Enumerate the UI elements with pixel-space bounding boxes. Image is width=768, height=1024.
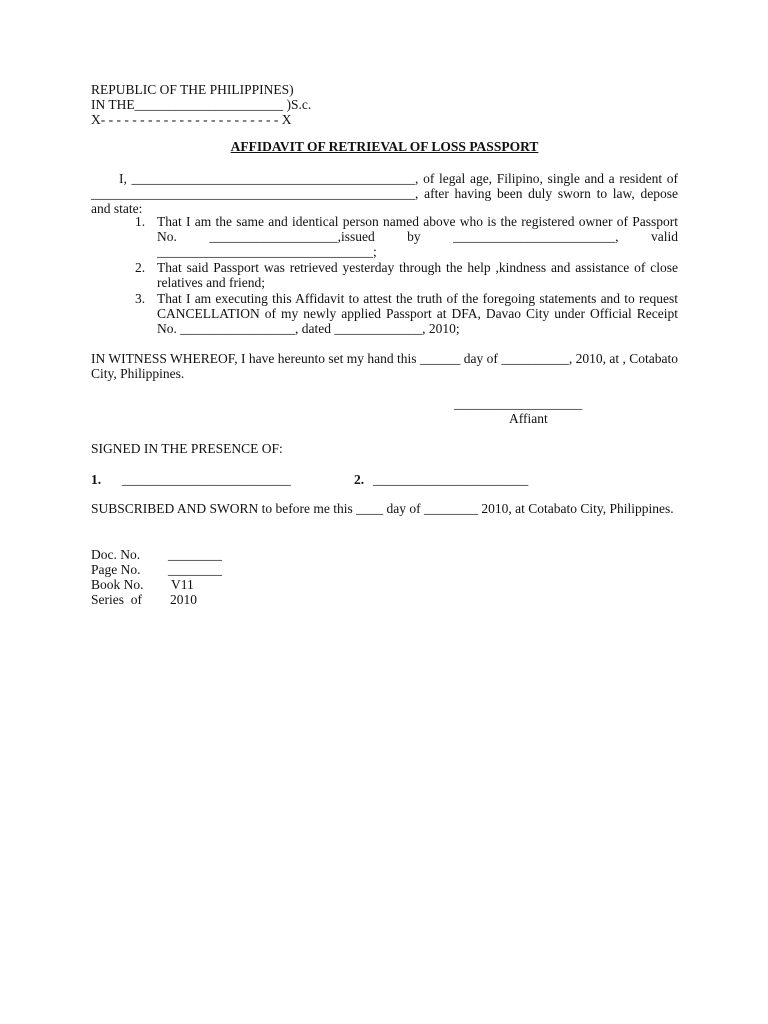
- statements-list: [91, 214, 678, 336]
- notary-value: ________: [168, 562, 222, 577]
- intro-paragraph: I, __________________________________________, of legal age, Filipino, single and a resident of ________________________________________________, after having been duly sworn to law, depose and state:: [91, 171, 678, 216]
- list-item: [91, 214, 678, 259]
- affiant-label: Affiant: [509, 411, 548, 426]
- item-text: That said Passport was retrieved yesterday through the help ,kindness and assistance of close relatives and friend;: [157, 260, 678, 290]
- subscribed-paragraph: SUBSCRIBED AND SWORN to before me this ____ day of ________ 2010, at Cotabato City, Philippines.: [91, 501, 674, 516]
- witness-number-2: 2.: [354, 472, 365, 487]
- witness-line-1: _________________________: [122, 472, 291, 487]
- witness-signatures: [91, 472, 678, 488]
- caption-court: IN THE______________________ )S.c.: [91, 97, 312, 112]
- notary-label: Page No.: [91, 562, 141, 577]
- caption-block: [91, 82, 678, 127]
- notary-value: ________: [168, 547, 222, 562]
- item-number: 3.: [135, 291, 146, 306]
- signed-presence-heading: SIGNED IN THE PRESENCE OF:: [91, 441, 283, 456]
- affiant-signature-line: ___________________: [454, 396, 583, 411]
- document-title: AFFIDAVIT OF RETRIEVAL OF LOSS PASSPORT: [230, 139, 539, 154]
- notary-label: Doc. No.: [91, 547, 141, 562]
- item-number: 1.: [135, 214, 146, 229]
- caption-separator: X- - - - - - - - - - - - - - - - - - - - - - - X: [91, 112, 292, 127]
- item-text: That I am the same and identical person named above who is the registered owner of Passport No. ___________________,issued by ________________________, valid ________________________________;: [157, 214, 678, 259]
- notary-value: V11: [171, 577, 194, 592]
- witness-line-2: _______________________: [373, 472, 529, 487]
- witness-paragraph: IN WITNESS WHEREOF, I have hereunto set my hand this ______ day of __________, 2010, at , Cotabato City, Philippines.: [91, 351, 678, 381]
- list-item: [91, 291, 678, 336]
- caption-republic: REPUBLIC OF THE PHILIPPINES): [91, 82, 294, 97]
- notary-label: Series of: [91, 592, 142, 607]
- item-number: 2.: [135, 260, 146, 275]
- list-item: [91, 260, 678, 290]
- notary-value: 2010: [170, 592, 197, 607]
- notary-label: Book No.: [91, 577, 144, 592]
- item-text: That I am executing this Affidavit to attest the truth of the foregoing statements and to request CANCELLATION of my newly applied Passport at DFA, Davao City under Official Receipt No. _________________, dated _____________, 2010;: [157, 291, 678, 336]
- witness-number-1: 1.: [91, 472, 102, 487]
